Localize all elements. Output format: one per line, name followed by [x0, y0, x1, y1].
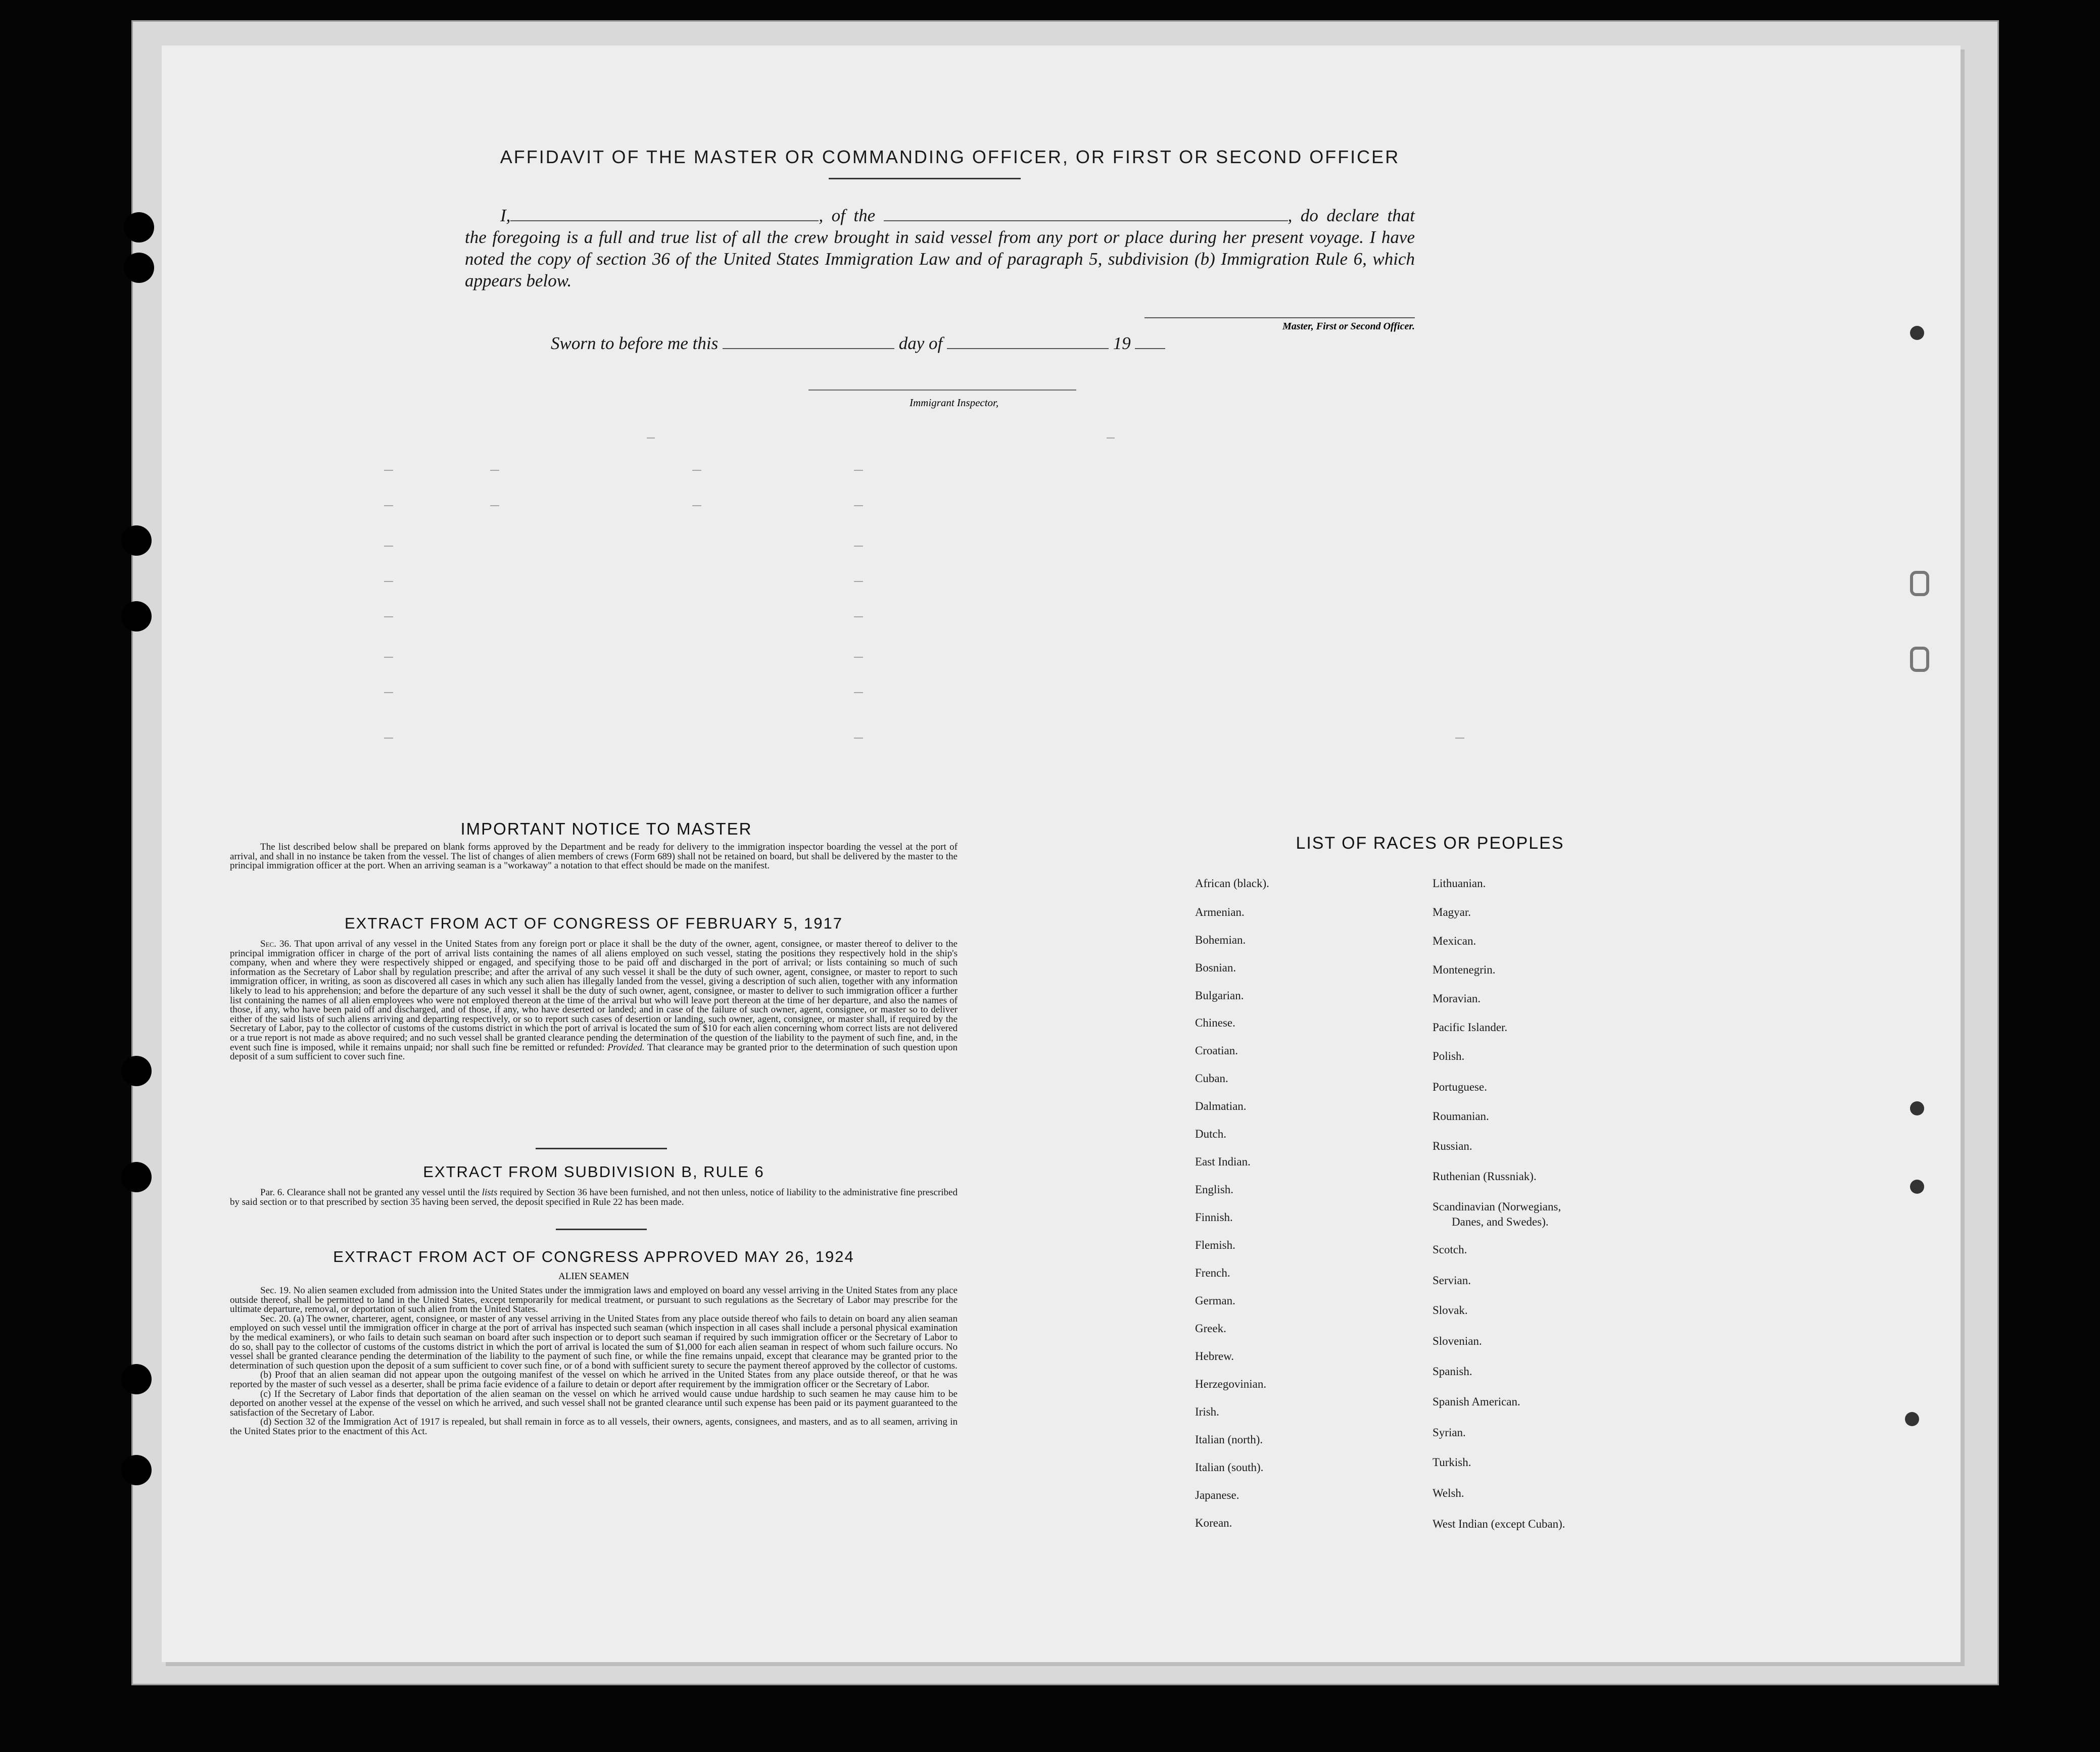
title-underline: [829, 178, 1021, 179]
race-item: Croatian.: [1195, 1044, 1238, 1057]
extract-1924-subtitle: ALIEN SEAMEN: [558, 1271, 629, 1282]
extract-rule6-title: EXTRACT FROM SUBDIVISION B, RULE 6: [423, 1163, 765, 1181]
race-item: Servian.: [1433, 1274, 1471, 1287]
extract-1924-sec19: Sec. 19. No alien seamen excluded from admission into the United States under the immigration laws and employed on board any vessel arriving in the United States from any place outside thereof, shall be permitted to land in the United States, except temporarily for medical treatment, or pursuant to such regulations as the Secretary of Labor may prescribe for the ultimate departure, removal, or deportation of such alien from the United States.: [230, 1285, 958, 1315]
bleed-mark: [384, 692, 393, 693]
notice-title: IMPORTANT NOTICE TO MASTER: [460, 819, 752, 838]
bleed-mark: [854, 657, 863, 658]
binder-hole: [121, 1056, 152, 1086]
vessel-blank: [884, 220, 1288, 221]
binder-hole: [121, 525, 152, 556]
extract-1924-sec20c: (c) If the Secretary of Labor finds that deportation of the alien seaman on the vessel on which he arrived would cause undue hardship to such seamen he may cause him to be deported on another vessel at the expense of the vessel on which he arrived, and such vessel shall not be granted clearance until such expense has been paid or its payment guaranteed to the satisfaction of the Secretary of Labor.: [230, 1388, 958, 1418]
bleed-mark: [1107, 437, 1115, 439]
bleed-mark: [692, 470, 701, 471]
race-item: Pacific Islander.: [1433, 1021, 1508, 1034]
race-item: Cuban.: [1195, 1072, 1228, 1085]
race-item: English.: [1195, 1183, 1234, 1196]
race-item: Italian (south).: [1195, 1461, 1264, 1474]
affidavit-text: [465, 205, 1415, 291]
race-item: West Indian (except Cuban).: [1433, 1518, 1565, 1530]
race-item: Flemish.: [1195, 1239, 1235, 1251]
bleed-mark: [384, 581, 393, 582]
name-blank: [510, 220, 819, 221]
race-item: Herzegovinian.: [1195, 1378, 1267, 1390]
race-item: African (black).: [1195, 877, 1269, 890]
punch-dot: [1905, 1412, 1919, 1426]
race-item: Italian (north).: [1195, 1433, 1263, 1446]
bleed-mark: [490, 505, 499, 506]
affidavit-of-the: , of the: [819, 206, 876, 225]
binder-hole-open: [1910, 571, 1929, 596]
race-item: Irish.: [1195, 1405, 1219, 1418]
affidavit-title: AFFIDAVIT OF THE MASTER OR COMMANDING OFFICER, OR FIRST OR SECOND OFFICER: [500, 147, 1400, 167]
bleed-mark: [854, 692, 863, 693]
binder-hole: [121, 1162, 152, 1192]
extract-1917-provided: Provided.: [607, 1042, 645, 1053]
sworn-month-blank: [947, 348, 1109, 349]
races-title: LIST OF RACES OR PEOPLES: [1296, 834, 1564, 853]
sworn-line: [551, 333, 1218, 354]
binder-hole: [121, 1455, 152, 1485]
race-item: Mexican.: [1433, 935, 1476, 947]
signature-label: Master, First or Second Officer.: [1282, 321, 1415, 332]
bleed-mark: [854, 505, 863, 506]
bleed-mark: [854, 581, 863, 582]
bleed-mark: [854, 470, 863, 471]
race-item: Moravian.: [1433, 992, 1481, 1005]
sworn-year-blank: [1135, 348, 1165, 349]
extract-rule6-body: [230, 1188, 958, 1207]
affidavit-do-declare: , do declare: [1287, 206, 1379, 225]
race-item: Chinese.: [1195, 1016, 1235, 1029]
race-item: Lithuanian.: [1433, 877, 1486, 890]
section-divider: [556, 1229, 647, 1230]
race-item: Dalmatian.: [1195, 1100, 1247, 1112]
bleed-mark: [854, 616, 863, 617]
race-item: Japanese.: [1195, 1489, 1239, 1501]
binder-hole: [121, 601, 152, 631]
sworn-day-blank: [723, 348, 894, 349]
race-item: East Indian.: [1195, 1155, 1251, 1168]
bleed-mark: [384, 738, 393, 739]
section-divider: [536, 1148, 667, 1149]
extract-1917-text: That upon arrival of any vessel in the United States from any foreign port or place it shall be the duty of the owner, agent, consignee, or master thereof to deliver to the principal immigration officer in charge of the port of arrival lists containing the names of all aliens employed on such vessel, stating the positions they respectively hold in the ship's company, when and where they were respectively shipped or engaged, and specifying those to be paid off and discharged in the port of arrival; or lists containing so much of such information as the Secretary of Labor shall by regulation prescribe; and after the arrival of any such vessel it shall be the duty of such owner, agent, consignee, or master to report to such immigration officer, in writing, as soon as discovered all cases in which any such alien has illegally landed from the vessel, giving a description of such alien, together with any information likely to lead to his apprehension; and before the departure of any such vessel it shall be the duty of such owner, agent, consignee, or master to deliver to such immigration officer a further list containing the names of all alien employees who were not employed thereon at the time of the arrival but who will leave port thereon at the time of her departure, and also the names of those, if any, who have been paid off and discharged, and of those, if any, who have deserted or landed; and in case of the failure of such owner, agent, consignee, or master so to deliver either of the said lists of such aliens arriving and departing respectively, or so to report such cases of desertion or landing, such owner, agent, consignee, or master shall, if required by the Secretary of Labor, pay to the collector of customs of the customs district in which the port of arrival is located the sum of $10 for each alien concerning whom correct lists are not delivered or a true report is not made as above required; and no such vessel shall be granted clearance pending the determination of the question of the liability to the payment of such fine, and, in the event such fine is imposed, while it remains unpaid; nor shall such fine be remitted or refunded:: [230, 939, 958, 1053]
punch-dot: [1910, 326, 1924, 340]
race-item: Hebrew.: [1195, 1350, 1234, 1362]
bleed-mark: [692, 505, 701, 506]
bleed-mark: [384, 505, 393, 506]
race-item: Turkish.: [1433, 1456, 1471, 1469]
affidavit-body: that the foregoing is a full and true list of all the crew brought in said vessel from any port or place during her present voyage. I have noted the copy of section 36 of the United States Immigration Law and of paragraph 5, subdivision (b) Immigration Rule 6, which appears below.: [465, 206, 1415, 290]
race-item: Scotch.: [1433, 1243, 1467, 1256]
inspector-label: Immigrant Inspector,: [910, 397, 999, 409]
bleed-mark: [854, 546, 863, 547]
bleed-mark: [384, 546, 393, 547]
race-item: Danes, and Swedes).: [1452, 1215, 1549, 1228]
bleed-mark: [384, 470, 393, 471]
race-item: Spanish American.: [1433, 1395, 1520, 1408]
punch-dot: [1910, 1101, 1924, 1115]
race-item: Bohemian.: [1195, 934, 1246, 946]
race-item: Dutch.: [1195, 1128, 1226, 1140]
extract-rule6-text-b: required by Section 36 have been furnished, and not then unless, notice of liability to the administrative fine prescribed by said section or to that prescribed by section 35 having been served, the deposit specified in Rule 22 has been made.: [230, 1187, 958, 1207]
race-item: Korean.: [1195, 1517, 1232, 1529]
extract-1917-title: EXTRACT FROM ACT OF CONGRESS OF FEBRUARY 5, 1917: [344, 914, 843, 932]
race-item: Montenegrin.: [1433, 963, 1496, 976]
race-item: Syrian.: [1433, 1426, 1466, 1439]
race-item: French.: [1195, 1267, 1230, 1279]
race-item: Welsh.: [1433, 1487, 1464, 1499]
extract-1924-sec20d: (d) Section 32 of the Immigration Act of 1917 is repealed, but shall remain in force as to all vessels, their owners, agents, consignees, and masters, and as to all seamen, arriving in the United States prior to the enactment of this Act.: [230, 1417, 958, 1437]
sworn-day-of: day of: [898, 333, 943, 353]
signature-line: [1144, 317, 1415, 318]
extract-rule6-lists: lists: [482, 1187, 498, 1198]
bleed-mark: [647, 437, 655, 439]
race-item: Bulgarian.: [1195, 989, 1244, 1002]
race-item: Finnish.: [1195, 1211, 1233, 1224]
bleed-mark: [384, 616, 393, 617]
binder-hole: [121, 1364, 152, 1394]
race-item: Spanish.: [1433, 1365, 1472, 1378]
race-item: Greek.: [1195, 1322, 1226, 1335]
punch-dot: [1910, 1180, 1924, 1194]
sworn-prefix: Sworn to before me this: [551, 333, 719, 353]
extract-1924-title: EXTRACT FROM ACT OF CONGRESS APPROVED MAY 26, 1924: [333, 1248, 854, 1266]
race-item: Slovak.: [1433, 1304, 1468, 1317]
race-item: Russian.: [1433, 1140, 1472, 1152]
race-item: Ruthenian (Russniak).: [1433, 1170, 1537, 1183]
race-item: Portuguese.: [1433, 1081, 1487, 1093]
bleed-mark: [1455, 738, 1464, 739]
extract-1924-sec20b: (b) Proof that an alien seaman did not appear upon the outgoing manifest of the vessel on which he arrived in the United States from any place outside thereof, or that he was reported by the master of such vessel as a deserter, shall be prima facie evidence of a failure to detain or deport after requirement by the immigration officer or the Secretary of Labor.: [230, 1370, 958, 1390]
race-item: German.: [1195, 1294, 1235, 1307]
bleed-mark: [384, 657, 393, 658]
notice-body: The list described below shall be prepared on blank forms approved by the Department and be ready for delivery to the immigration inspector boarding the vessel at the port of arrival, and shall in no instance be taken from the vessel. The list of changes of alien members of crews (Form 689) shall not be retained on board, but shall be delivered by the master to the principal immigration officer at the port. When an arriving seaman is a "workaway" a notation to that effect should be made on the manifest.: [230, 842, 958, 871]
extract-1924-sec20a: Sec. 20. (a) The owner, charterer, agent, consignee, or master of any vessel arriving in the United States from any place outside thereof who fails to detain on board any alien seaman employed on such vessel until the immigration officer in charge at the port of arrival has inspected such seaman (which inspection in all cases shall include a personal physical examination by the medical examiners), or who fails to detain such seaman on board after such inspection or to deport such seaman if required by such immigration officer or the Secretary of Labor to do so, shall pay to the collector of customs of the customs district in which the port of arrival is located the sum of $1,000 for each alien seaman in respect of whom such failure occurs. No vessel shall be granted clearance pending the determination of the liability to the payment of such fine, or while the fine remains unpaid, except that clearance may be granted prior to the determination of such question upon the deposit of a sum sufficient to cover such fine, or of a bond with sufficient surety to secure the payment thereof approved by the collector of customs.: [230, 1313, 958, 1371]
binder-hole: [124, 212, 154, 242]
extract-rule6-text-a: Par. 6. Clearance shall not be granted any vessel until the: [260, 1187, 480, 1198]
race-item: Scandinavian (Norwegians,: [1433, 1200, 1561, 1213]
inspector-line: [808, 390, 1076, 391]
race-item: Armenian.: [1195, 906, 1245, 918]
bleed-mark: [490, 470, 499, 471]
bleed-mark: [854, 738, 863, 739]
extract-1917-sec: Sec. 36.: [260, 939, 292, 949]
race-item: Roumanian.: [1433, 1110, 1489, 1123]
extract-1924-body: [230, 1286, 958, 1437]
race-item: Slovenian.: [1433, 1335, 1482, 1347]
sworn-year: 19: [1113, 333, 1131, 353]
race-item: Magyar.: [1433, 906, 1471, 918]
race-item: Polish.: [1433, 1050, 1465, 1062]
extract-1917-body: [230, 940, 958, 1062]
affidavit-i: I,: [500, 206, 511, 225]
binder-hole-open: [1910, 647, 1929, 672]
extract-1917-text-end: That clearance may be granted prior to the determination of such question upon deposit of a sum sufficient to cover such fine.: [230, 1042, 958, 1062]
binder-hole: [124, 253, 154, 283]
race-item: Bosnian.: [1195, 961, 1236, 974]
